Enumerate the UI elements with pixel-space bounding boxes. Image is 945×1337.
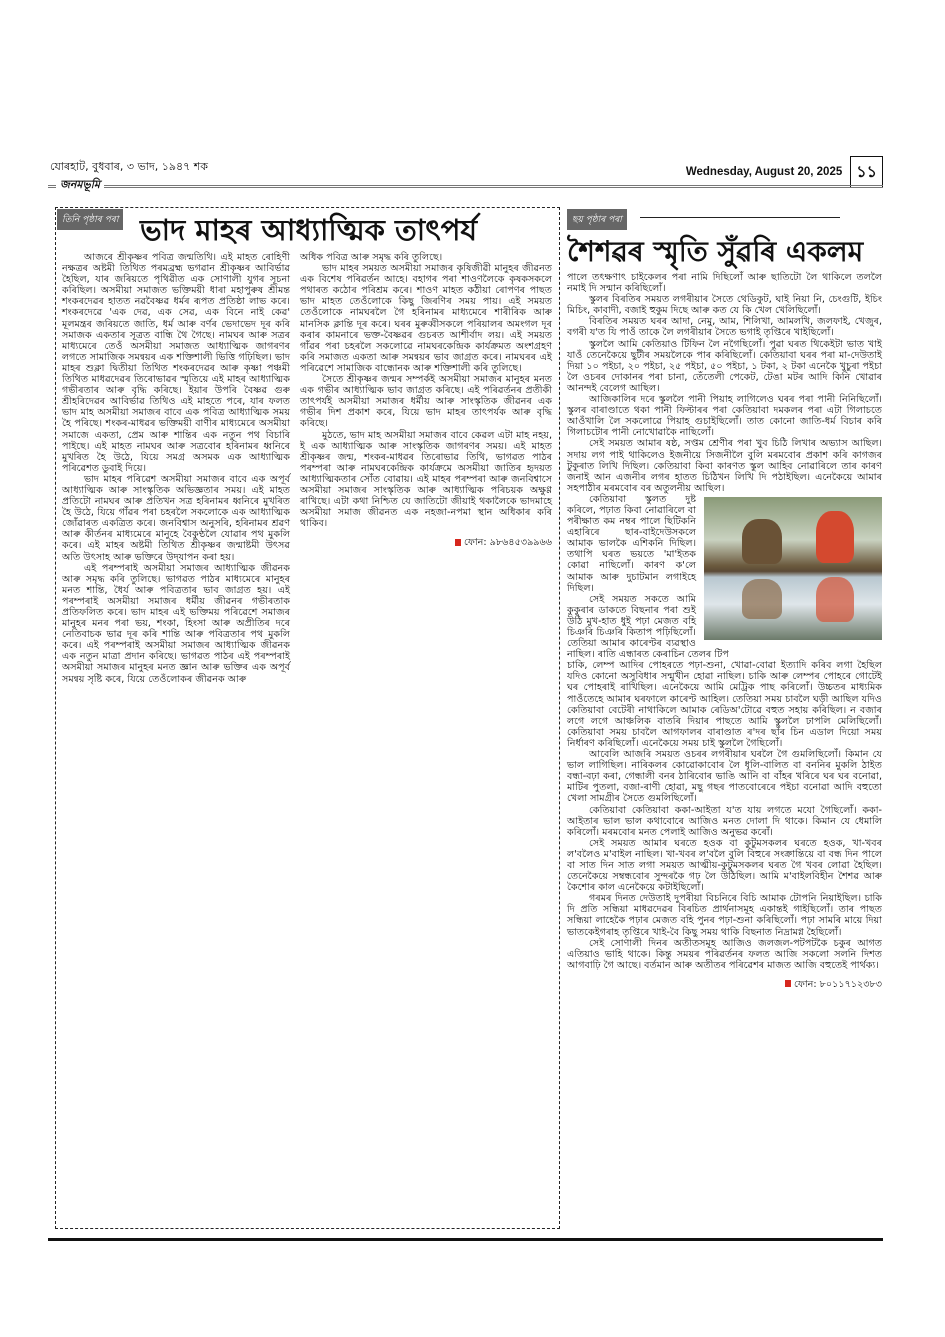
page-number: ১১: [850, 156, 883, 188]
paragraph: ভাদ মাহৰ পৰিৱেশ অসমীয়া সমাজৰ বাবে এক অপূৰ্ব আধ্যাত্মিক আৰু সাংস্কৃতিক অভিজ্ঞতাৰ সময়। এই মাহত প্ৰতিটো নামঘৰ আৰু প্ৰতিখন সত্ৰ হৰিনামৰ ধ্বনিৰে মুখৰিত হৈ উঠে, যিয়ে গাঁৱৰ পৰা চহৰলৈ সকলোকে এক আধ্যাত্মিক জোঁৱাৰত একত্ৰিত কৰে। জনবিশ্বাস অনুসৰি, হৰিনামৰ শ্ৰৱণ আৰু কীৰ্তনৰ মাধ্যমেৰে মানুহে বৈকুণ্ঠলৈ যোৱাৰ পথ মুকলি কৰে। এই মাহৰ অষ্টমী তিথিত শ্ৰীকৃষ্ণৰ জন্মাষ্টমী উৎসৱ অতি উৎসাহ আৰু ভক্তিৰে উদ্‌যাপন কৰা হয়।: [62, 473, 290, 563]
left-article-column-2: [300, 252, 552, 548]
paragraph: পালে তৎক্ষণাৎ চাইকেলৰ পৰা নামি দিছিলোঁ আৰু ছাতিটো লৈ থাকিলে তললৈ নমাই দি সন্মান কৰিছিলোঁ।: [567, 272, 882, 295]
phone-line: [567, 979, 882, 990]
continued-tag-left: তিনি পৃষ্ঠাৰ পৰা: [57, 209, 123, 230]
child-reflection: [816, 577, 854, 622]
continued-tag-right: ছয় পৃষ্ঠাৰ পৰা: [567, 209, 627, 230]
paragraph: আজৰে শ্ৰীকৃষ্ণৰ পবিত্ৰ জন্মতিথি। এই মাহত ৰোহিণী নক্ষত্ৰৰ অষ্টমী তিথিত পৰমব্ৰহ্ম ভগৱান শ্ৰীকৃষ্ণৰ আবিৰ্ভাৱ হৈছিল, যাৰ জৰিয়তে পৃথিৱীত এক সোণালী যুগৰ সূচনা কৰিছিল। অসমীয়া সমাজত ভক্তিময়ী ধাৰা মহাপুৰুষ শ্ৰীমন্ত শংকৰদেৱৰ হাতত নৱবৈষ্ণৱ ধৰ্মৰ ৰূপত প্ৰতিষ্ঠা লাভ কৰে। শংকৰদেৱে 'এক দেৱ, এক সেৱ, এক বিনে নাই কেৱ' মূলমন্ত্ৰৰ জৰিয়তে জাতি, ধৰ্ম আৰু বৰ্ণৰ ভেদাভেদ দূৰ কৰি সমাজক একতাৰ সূত্ৰত বান্ধি থৈ গৈছে। নামঘৰ আৰু সত্ৰৰ মাধ্যমেৰে তেওঁ অসমীয়া সমাজত আধ্যাত্মিক জাগৰণৰ লগতে সামাজিক সমন্বয়ৰ এক শক্তিশালী ভিত্তি গঢ়িছিল। ভাদ মাহৰ শুক্লা দ্বিতীয়া তিথিত শংকৰদেৱৰ আৰু কৃষ্ণা পঞ্চমী তিথিত মাধৱদেৱৰ তিৰোভাৱৰ স্মৃতিয়ে এই মাহৰ আধ্যাত্মিক গভীৰতাৰ আৰু বৃদ্ধি কৰিছে। ইয়াৰ উপৰি বৈষ্ণৱ গুৰু শ্ৰীহৰিদেৱৰ আবিৰ্ভাৱ তিথিও এই মাহতে পৰে, যাৰ ফলত ভাদ মাহ অসমীয়া সমাজৰ বাবে এক পবিত্ৰ আধ্যাত্মিক সময় হৈ পৰিছে। শংকৰ-মাধৱৰ ভক্তিময়ী বাণীৰ মাধ্যমেৰে অসমীয়া সমাজে একতা, প্ৰেম আৰু শান্তিৰ এক নতুন পথ বিচাৰি পাইছে। এই মাহত নামঘৰ আৰু সত্ৰবোৰ হৰিনামৰ ধ্বনিৰে মুখৰিত হৈ উঠে, যিয়ে সমগ্ৰ অসমক এক আধ্যাত্মিক পৰিৱেশত ডুবাই দিয়ে।: [62, 252, 290, 474]
right-article-headline: শৈশৱৰ স্মৃতি সুঁৱৰি একলম: [567, 235, 864, 268]
paragraph: এই পৰম্পৰাই অসমীয়া সমাজৰ আধ্যাত্মিক জীৱনক আৰু সমৃদ্ধ কৰি তুলিছে। ভাগৱত পাঠৰ মাধ্যমেৰে মানুহৰ মনত শান্তি, ধৈৰ্য আৰু পবিত্ৰতাৰ ভাব জাগ্ৰত হয়। এই পৰম্পৰাই অসমীয়া সমাজৰ ধৰ্মীয় জীৱনৰ গভীৰতাক প্ৰতিফলিত কৰে। ভাদ মাহৰ এই ভক্তিময় পৰিৱেশে সমাজৰ মানুহৰ মনৰ পৰা ভয়, শংকা, হিংসা আৰু অপ্ৰীতিৰ দৰে নেতিবাচক ভাৱ দূৰ কৰি শান্তি আৰু পবিত্ৰতাৰ পথ মুকলি কৰে। এই পৰম্পৰাই অসমীয়া সমাজৰ আধ্যাত্মিক জীৱনক এক নতুন মাত্ৰা প্ৰদান কৰিছে। ভাগৱত পাঠৰ এই পৰম্পৰাই অসমীয়া সমাজৰ মানুহৰ মনত জ্ঞান আৰু ভক্তিৰ এক অপূৰ্ব সমন্বয় সৃষ্টি কৰে, যিয়ে তেওঁলোকৰ জীৱনক আৰু: [62, 562, 290, 685]
paragraph: সেই সময়ত আমাৰ ঘৰতে হওক বা কুটুমসকলৰ ঘৰতে হওক, খা-খবৰ ল'বলৈও ম'বাইল নাছিল। খা-খবৰ ল'বলৈ বুলি বিহুৰে সংক্ৰান্তিয়ে বা বন্ধ দিন পালে বা সাত দিন সাত লগা সময়ত আত্মীয়-কুটুমসকলৰ ঘৰত গৈ খবৰ লোৱা হৈছিল। তেনেকৈয়ে সম্বন্ধবোৰ সুন্দৰকৈ গঢ় লৈ উঠিছিল। আমি ম'বাইলবিহীন শৈশৱ আৰু কৈশোৰ কাল এনেকৈয়ে কটাইছিলোঁ।: [567, 837, 882, 894]
paragraph: স্কুলৰ বিৰতিৰ সময়ত লগৰীয়াৰ সৈতে থেডিকুট, ঘাই নিয়া নি, চেংগুটি, ইচিং মিচিং, কাবাদী, বজাই হুকুম দিছে আৰু কত যে কি খেল খেলিছিলোঁ।: [567, 294, 882, 317]
masthead: [48, 180, 883, 192]
child-reflection: [742, 579, 782, 619]
paragraph: বিৰতিৰ সময়ত ঘৰৰ আদা, নেমু, আম, শিলিখা, আমলখি, জলফাই, খেজুৰ, বগৰী য'ত যি পাওঁ তাকে লৈ লগৰীয়াৰ সৈতে ভগাই তৃপ্তিৰে খাইছিলোঁ।: [567, 316, 882, 339]
phone-number: ফোন: ৯৮৬৪৫৩৯৯৬৬: [464, 537, 552, 549]
page-bottom-rule: [48, 1238, 883, 1241]
paragraph: সেই সময়ত আমাৰ ষষ্ঠ, সপ্তম শ্ৰেণীৰ পৰা খুব চিঠি লিখাৰ অভ্যাস আছিল। সদায় লগ পাই থাকিলেও ইজনীয়ে সিজনীলৈ বুলি মৰমবোৰ প্ৰকাশ কৰি কাগজৰ টুকুৰাত লিখি দিছিল। কেতিয়াবা কিবা কাৰণত স্কুল আহিব নোৱাৰিলে তাৰ কাৰণ জনাই আন এজনীৰ লগৰ হাতত চিঠিখন লিখি দি পঠাইছিল। এনেকৈয়ে আমাৰ সহপাঠীৰ মৰমবোৰ বৰ অতুলনীয় আছিল।: [567, 438, 882, 494]
paragraph: ভাদ মাহৰ সময়ত অসমীয়া সমাজৰ কৃষিজীৱী মানুহৰ জীৱনত এক বিশেষ পৰিৱৰ্তন আহে। বহাগৰ পৰা শাওণলৈকে কৃষকসকলে পথাৰত কঠোৰ পৰিশ্ৰম কৰে। শাওণ মাহত কঠীয়া ৰোপণৰ পাছত ভাদ মাহত তেওঁলোকে কিছু জিৰণিৰ সময় পায়। এই সময়ত তেওঁলোকে নামঘৰলৈ গৈ হৰিনামৰ মাধ্যমেৰে শাৰীৰিক আৰু মানসিক ক্লান্তি দূৰ কৰে। ঘৰৰ মুৰুব্বীসকলে পৰিয়ালৰ অমংগল দূৰ কৰাৰ কামনাৰে ভক্ত-বৈষ্ণৱৰ গুচৰত আশীৰ্বাদ লয়। এই সময়ত গাঁৱৰ পৰা চহৰলৈ সকলোৱে নামঘৰকেন্দ্ৰিক কাৰ্যক্ৰমত অংশগ্ৰহণ কৰি সমাজত একতা আৰু সমন্বয়ৰ ভাব জাগ্ৰত কৰে। নামঘৰৰ এই পৰিৱেশে সামাজিক বান্ধোনক আৰু শক্তিশালী কৰি তুলিছে।: [300, 263, 552, 374]
paragraph: অধিক পবিত্ৰ আৰু সমৃদ্ধ কৰি তুলিছে।: [300, 252, 443, 263]
paragraph: কেতিয়াবা কেতিয়াবা ককা-আইতা য'ত যায় লগতে মযো গৈছিলোঁ। ককা-আইতাৰ ভাল ভাল কথাবোৰে আজিও মনত দোলা দি থাকে। কিমান যে ধেমালি কৰিলোঁ। মৰমবোৰ মনত পেলাই আজিও অনুভৱ কৰোঁ।: [567, 804, 882, 838]
left-article-headline: ভাদ মাহৰ আধ্যাত্মিক তাৎপৰ্য: [140, 213, 478, 247]
paragraph: সেই সময়ত সকতে আমি কুকুৰাৰ ডাকতে বিছনাৰ পৰা শুই উঠি মুখ-হাত ধুই পঢ়া মেজত বহি চিঞৰি চিঞৰি কিতাপ পঢ়িছিলোঁ। তেতিয়া আমাৰ কাৰেণ্টৰ ব্যৱস্থাও নাছিল। ৰাতি এন্ধাৰত কেৰাচিন তেলৰ টিপ: [567, 593, 729, 661]
child-figure: [742, 519, 782, 564]
right-article-column: [567, 272, 882, 990]
tag-rule: [640, 217, 840, 218]
left-article-column-1: [62, 252, 290, 685]
children-playing-photo: [704, 497, 882, 640]
paragraph: আজিকালিৰ দৰে স্কুললৈ পানী পিয়াহ লাগিলেও ঘৰৰ পৰা পানী নিনিছিলোঁ। স্কুলৰ বাৰাণ্ডাতে থকা পানী ফিল্টাৰৰ পৰা কেতিয়াবা দমকলৰ পৰা এটা গিলাচতে আওঁখালি লৈ সকলোৱে পিয়াহ গুচাইছিলোঁ। তাত কোনো জাতি-ধৰ্ম বিচাৰ কৰি গিলাচটোৰ পানী নোখোৱাকৈ নাছিলোঁ।: [567, 394, 882, 439]
red-square-icon: [785, 980, 791, 987]
paragraph: স্কুললৈ আমি কেতিয়াও টিফিন লৈ নগৈছিলোঁ। পুৱা ঘৰত থিকেইটা ভাত খাই যাওঁ তেনেকৈয়ে ছুটীৰ সময়লৈকে পাৰ কৰিছিলোঁ। কেতিয়াবা ঘৰৰ পৰা মা-দেউতাই দিয়া ১০ পইচা, ২০ পইচা, ২৫ পইচা, ৫০ পইচা, ১ টকা, ২ টকা এনেকৈ খুচুৰা পইচা লৈ ওচৰৰ দোকানৰ পৰা চানা, তেঁতেলী পেকেট, টেঙা মটৰ আদি কিনি খোৱাৰ আনন্দই বেলেগ আছিল।: [567, 338, 882, 394]
phone-line: [300, 537, 552, 548]
paragraph: কেতিয়াবা স্কুলত দুষ্ট কৰিলে, পঢ়াত কিবা নোৱাৰিলে বা পৰীক্ষাত কম নম্বৰ পালে ছিটিকনি এহাৰিৰে ছাৰ-বাইদেউসকলে আমাক ভালকৈ এশিকনি দিছিল। তথাপি ঘৰত ভয়তে 'মা'ইতক কোৱা নাছিলোঁ। কাৰণ ক'লে আমাক আৰু দুচাটমান লগাইহে দিছিল।: [567, 493, 696, 594]
masthead-rule: [48, 185, 883, 188]
phone-number: ফোন: ৮০১১৭১২৩৮৩: [793, 978, 882, 990]
red-square-icon: [455, 539, 461, 546]
masthead-logo: জনমভূমি: [56, 176, 104, 195]
header-english-date: Wednesday, August 20, 2025: [685, 166, 843, 178]
header-place-date: যোৰহাট, বুধবাৰ, ৩ ভাদ, ১৯৪৭ শক: [50, 160, 208, 173]
paragraph: গৰমৰ দিনত দেউতাই দুপৰীয়া বিচনিৰে বিচি আমাক টোপনি নিয়াইছিল। চাকি দি প্ৰতি সন্ধিয়া মাধৱদেৱৰ বিৰচিত প্ৰাৰ্থনাসমূহ একান্তই গাইছিলোঁ। তাৰ পাছত সন্ধিয়া লাহেকৈ পঢ়াৰ মেজত বহি পুনৰ পঢ়া-শুনা কৰিছিলোঁ। পঢ়া সামৰি মায়ে দিয়া ভাতকেইগৰাহ তৃপ্তিৰে খাই-বৈ কিছু সময় থাকি বিছনাত নিদ্ৰামগ্ন হৈছিলোঁ।: [567, 893, 882, 938]
paragraph: সেই সোণালী দিনৰ অতীতসমূহ আজিও জলজল-পটপটকৈ চকুৰ আগত এতিয়াও ভাহি থাকে। কিন্তু সময়ৰ পৰিৱৰ্তনৰ ফলত আজি সকলো সলনি দিশত আগবাঢ়ি গৈ আছে। বৰ্তমান আৰু অতীতৰ পৰিৱেশৰ মাজত আজি বহুতেই পাৰ্থক্য।: [567, 937, 882, 971]
paragraph: আবেলি আজৰি সময়ত ওচৰৰ লগৰীয়াৰ ঘৰলৈ গৈ গুমলিছিলোঁ। কিমান যে ভাল লাগিছিল। নাৰিকলৰ কোৱোকাবোৰ লৈ ধূলি-বালিত বা বননিৰ মুকলি ঠাইত বন্ধা-বঢ়া কৰা, গেন্ধালী বনৰ ঠাৰিবোৰ ভাঙি আনি বা বাঁহৰ খৰিৰে ঘৰ ঘৰ বনোৱা, মাটিৰ পুতলা, বজা-ৰাণী হোৱা, মছু গছৰ পাতবোৰেৰে পইচা বনোৱা আদি বহুতো খেলা সামগ্ৰীৰ সৈতে গুমলিছিলোঁ।: [567, 749, 882, 805]
paragraph: সৈতে শ্ৰীকৃষ্ণৰ জন্মৰ সম্পৰ্কই অসমীয়া সমাজৰ মানুহৰ মনত এক গভীৰ আধ্যাত্মিক ভাব জাগ্ৰত কৰিছে। এই পৰিৱৰ্তনৰ প্ৰতীকী তাৎপৰ্যই অসমীয়া সমাজৰ ধৰ্মীয় আৰু সাংস্কৃতিক জীৱনৰ এক গভীৰ দিশ প্ৰকাশ কৰে, যিয়ে ভাদ মাহৰ তাৎপৰ্যক আৰু বৃদ্ধি কৰিছে।: [300, 374, 552, 430]
paragraph: মুঠতে, ভাদ মাহ অসমীয়া সমাজৰ বাবে কেৱল এটা মাহ নহয়, ই এক আধ্যাত্মিক আৰু সাংস্কৃতিক জাগৰণৰ সময়। এই মাহত শ্ৰীকৃষ্ণৰ জন্ম, শংকৰ-মাধৱৰ তিৰোভাৱ তিথি, ভাগৱত পাঠৰ পৰম্পৰা আৰু নামঘৰকেন্দ্ৰিক কাৰ্যক্ৰমে অসমীয়া জাতিৰ হৃদয়ত আধ্যাত্মিকতাৰ সোঁত বোৱায়। এই মাহৰ পৰম্পৰা আৰু জনবিশ্বাসে অসমীয়া সমাজৰ সাংস্কৃতিক আৰু আধ্যাত্মিক পৰিচয়ক অক্ষুণ্ণ ৰাখিছে। এটা কথা নিশ্চিত যে জাতিটো জীয়াই থকালৈকে ভাদমাহে অসমীয়া সমাজ জীৱনত এক নহজা-নপমা স্থান অধিকাৰ কৰি থাকিব।: [300, 429, 552, 530]
child-figure: [816, 511, 854, 563]
paragraph: চাকি, লেম্প আদিৰ পোহৰতে পঢ়া-শুনা, খোৱা-বোৱা ইত্যাদি কৰিব লগা হৈছিল যদিও কোনো অসুবিধাৰ সন্মুখীন হোৱা নাছিল। চাকি আৰু লেম্পৰ পোহৰে গোটেই ঘৰ পোহৰাই ৰাখিছিল। এনেকৈয়ে আমি মেট্ৰিক পাছ কৰিলোঁ। উচ্চতৰ মাধ্যমিক পাওঁতেহে আমাৰ ঘৰফালে কাৰেণ্ট আহিল। তেতিয়া সময় চাবলৈ ঘড়ী আছিল যদিও কেতিয়াবা বেটেৰী নাথাকিলে আমাক ৰেডিঅ'টোৱে বহুত সহায় কৰিছিল। ন বজাৰ লগে লগে আঞ্চলিক বাতৰি দিয়াৰ পাছতে আমি স্কুললৈ ঢাপলি মেলিছিলোঁ। কেতিয়াবা সময় চাবলৈ আগফালৰ বাৰাণ্ডাত ৰ'দৰ ছাঁৰ চিন এডাল দিয়ো সময় নিৰ্ধাৰণ কৰিছিলোঁ। এনেকৈয়ে সময় চাই স্কুললৈ গৈছিলোঁ।: [567, 660, 882, 749]
